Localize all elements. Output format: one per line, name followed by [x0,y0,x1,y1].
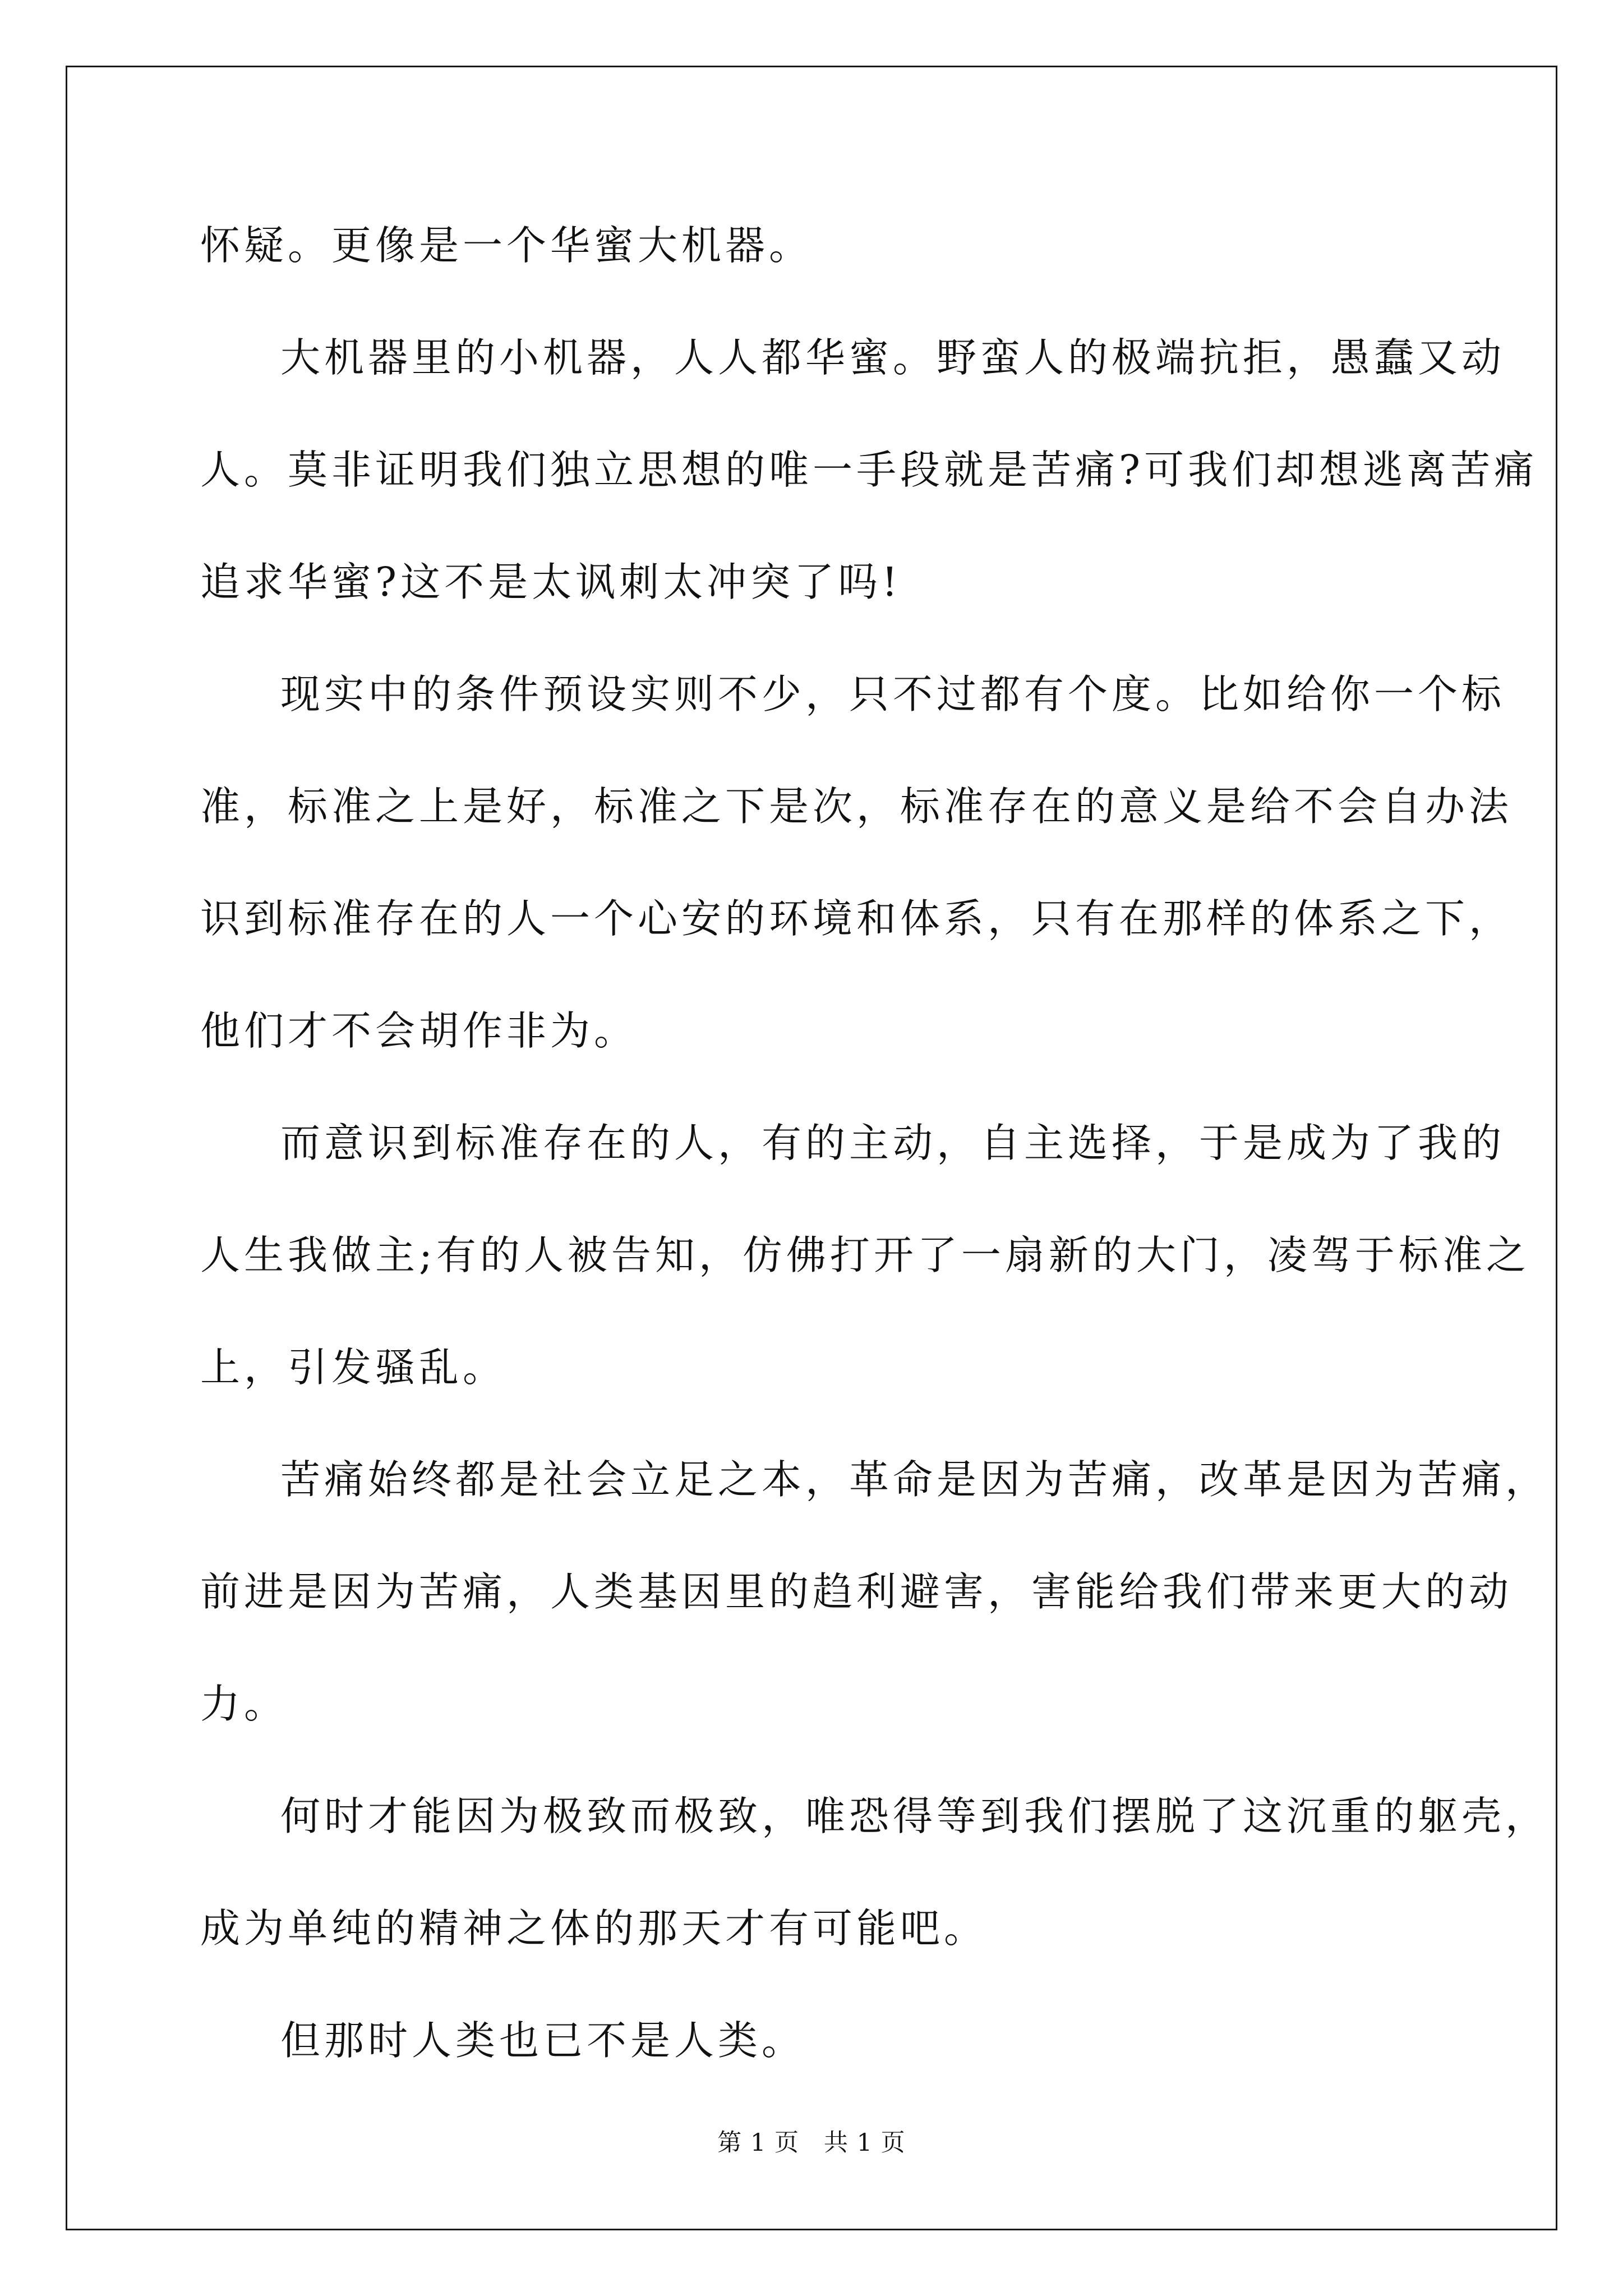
text-line-10: 人生我做主;有的人被告知，仿佛打开了一扇新的大门，凌驾于标准之 [200,1232,1530,1278]
text-line-12: 苦痛始终都是社会立足之本，革命是因为苦痛，改革是因为苦痛， [280,1456,1550,1503]
text-line-5: 现实中的条件预设实则不少，只不过都有个度。比如给你一个标 [280,671,1506,717]
text-line-7: 识到标准存在的人一个心安的环境和体系，只有在那样的体系之下， [200,895,1513,942]
text-line-17: 但那时人类也已不是人类。 [280,2017,806,2064]
text-line-11: 上，引发骚乱。 [200,1344,507,1391]
text-line-1: 怀疑。更像是一个华蜜大机器。 [200,222,813,269]
page-footer: 第 1 页 共 1 页 [717,2129,906,2157]
text-line-2: 大机器里的小机器，人人都华蜜。野蛮人的极端抗拒，愚蠢又动 [280,334,1506,381]
text-line-6: 准，标准之上是好，标准之下是次，标准存在的意义是给不会自办法 [200,783,1513,830]
text-line-16: 成为单纯的精神之体的那天才有可能吧。 [200,1905,988,1952]
text-line-14: 力。 [200,1681,288,1727]
text-line-8: 他们才不会胡作非为。 [200,1007,638,1054]
text-line-4: 追求华蜜?这不是太讽刺太冲突了吗! [200,559,902,605]
text-line-13: 前进是因为苦痛，人类基因里的趋利避害，害能给我们带来更大的动 [200,1568,1513,1615]
text-line-3: 人。莫非证明我们独立思想的唯一手段就是苦痛?可我们却想逃离苦痛 [200,447,1538,493]
text-line-9: 而意识到标准存在的人，有的主动，自主选择，于是成为了我的 [280,1120,1506,1166]
text-line-15: 何时才能因为极致而极致，唯恐得等到我们摆脱了这沉重的躯壳， [280,1793,1550,1839]
